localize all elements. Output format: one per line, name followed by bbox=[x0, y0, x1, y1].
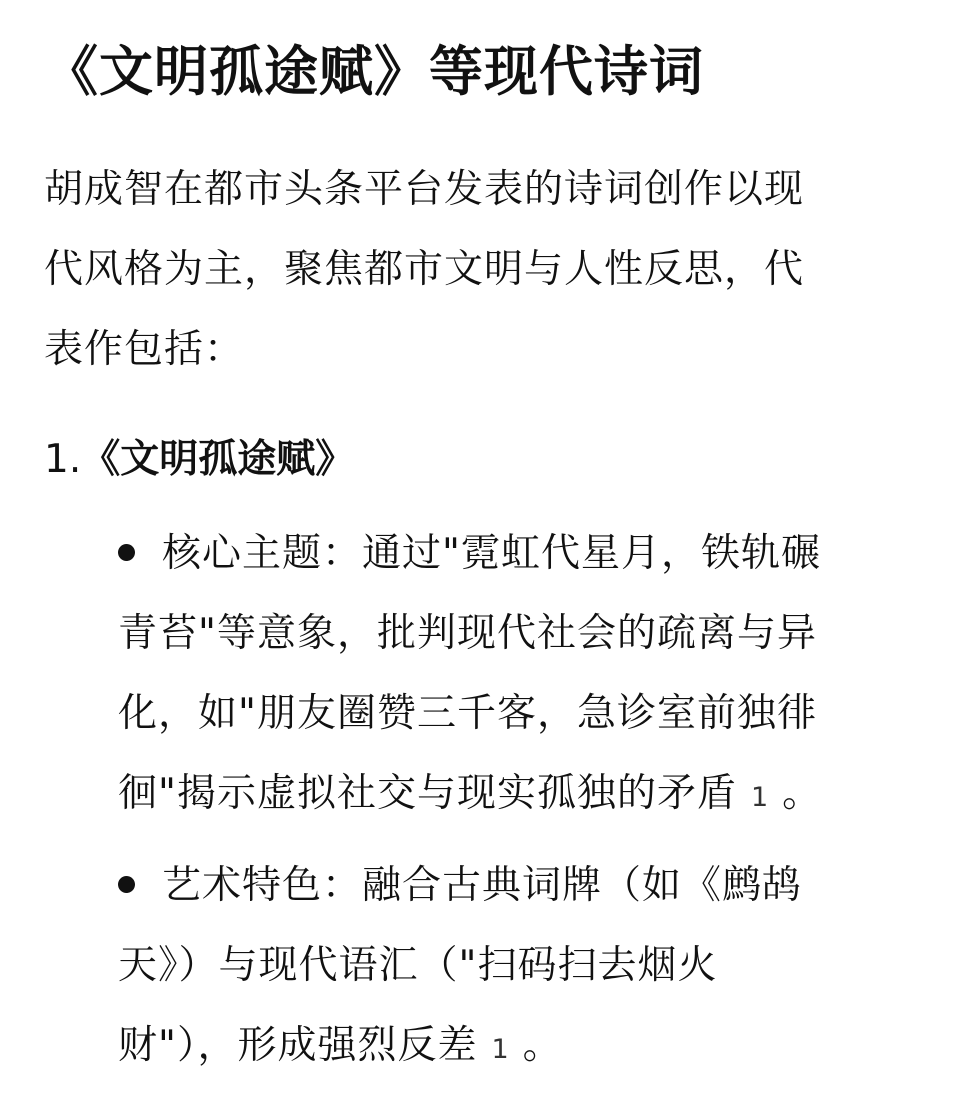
page-title: 《文明孤途赋》等现代诗词 bbox=[44, 40, 704, 103]
section-number: 1. bbox=[44, 437, 82, 482]
bullet-dot-icon bbox=[118, 544, 135, 561]
section-heading bbox=[44, 424, 354, 496]
bullet-line: 核心主题：通过"霓虹代星月，铁轨碾 bbox=[162, 531, 821, 576]
bullet-line: 青苔"等意象，批判现代社会的疏离与异 bbox=[118, 611, 817, 656]
section-title: 《文明孤途赋》 bbox=[81, 437, 355, 482]
bullet-item-style bbox=[118, 846, 918, 1090]
intro-line: 代风格为主，聚焦都市文明与人性反思，代 bbox=[44, 247, 805, 292]
sentence-end: 。 bbox=[782, 771, 823, 816]
bullet-line: 天》）与现代语汇（"扫码扫去烟火 bbox=[118, 943, 718, 988]
bullet-last-line bbox=[118, 1006, 918, 1090]
bullet-line-text: 财"），形成强烈反差 bbox=[118, 1023, 478, 1068]
bullet-line: 艺术特色：融合古典词牌（如《鹧鸪 bbox=[162, 863, 803, 908]
sentence-end: 。 bbox=[522, 1023, 563, 1068]
bullet-line-text: 徊"揭示虚拟社交与现实孤独的矛盾 bbox=[118, 771, 737, 816]
citation-link[interactable]: 1 bbox=[491, 1034, 509, 1065]
citation-link[interactable]: 1 bbox=[750, 782, 769, 813]
bullet-line: 化，如"朋友圈赞三千客，急诊室前独徘 bbox=[118, 691, 817, 736]
intro-line: 胡成智在都市头条平台发表的诗词创作以现 bbox=[44, 167, 805, 212]
bullet-last-line bbox=[118, 754, 918, 838]
intro-line: 表作包括： bbox=[44, 327, 245, 372]
bullet-dot-icon bbox=[118, 876, 135, 893]
bullet-item-theme bbox=[118, 514, 918, 838]
intro-paragraph bbox=[44, 150, 924, 390]
